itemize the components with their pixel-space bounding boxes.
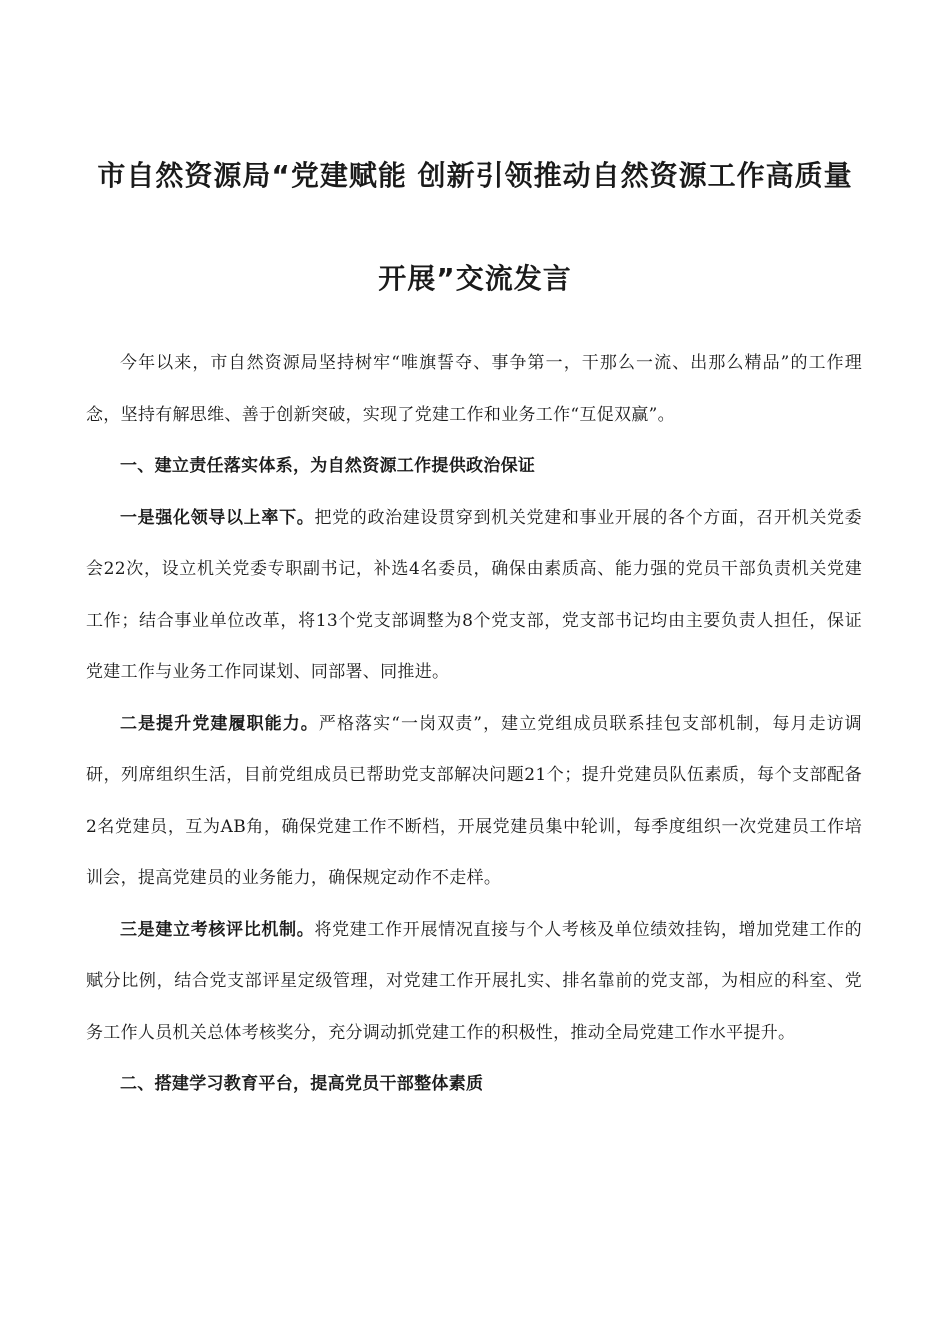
section-2-heading: 二、搭建学习教育平台，提高党员干部整体素质 [120, 1074, 484, 1094]
item-3-lead: 三是建立考核评比机制。 [120, 919, 315, 940]
intro-paragraph: 今年以来，市自然资源局坚持树牢“唯旗誓夺、事争第一，干那么一流、出那么精品”的工作理念，坚持有解思维、善于创新突破，实现了党建工作和业务工作“互促双赢”。 [86, 353, 862, 425]
section-1-item-1 [86, 493, 862, 699]
item-2-text: 严格落实“一岗双责”，建立党组成员联系挂包支部机制，每月走访调研，列席组织生活，目前党组成员已帮助党支部解决问题21个；提升党建员队伍素质，每个支部配备2名党建员，互为AB角，确保党建工作不断档，开展党建员集中轮训，每季度组织一次党建员工作培训会，提高党建员的业务能力，确保规定动作不走样。 [86, 713, 862, 888]
section-1-item-2 [86, 699, 862, 905]
document-title-line-1: 市自然资源局“党建赋能 创新引领推动自然资源工作高质量 [97, 159, 853, 192]
section-1-item-3 [86, 905, 862, 1060]
item-2-lead: 二是提升党建履职能力。 [120, 713, 319, 734]
item-3-text: 将党建工作开展情况直接与个人考核及单位绩效挂钩，增加党建工作的赋分比例，结合党支部评星定级管理，对党建工作开展扎实、排名靠前的党支部，为相应的科室、党务工作人员机关总体考核奖分，充分调动抓党建工作的积极性，推动全局党建工作水平提升。 [86, 919, 862, 1043]
item-1-text: 把党的政治建设贯穿到机关党建和事业开展的各个方面，召开机关党委会22次，设立机关党委专职副书记，补选4名委员，确保由素质高、能力强的党员干部负责机关党建工作；结合事业单位改革，将13个党支部调整为8个党支部，党支部书记均由主要负责人担任，保证党建工作与业务工作同谋划、同部署、同推进。 [86, 507, 862, 682]
document-title-line-2: 开展”交流发言 [378, 262, 572, 295]
section-1-heading: 一、建立责任落实体系，为自然资源工作提供政治保证 [120, 456, 536, 476]
item-1-lead: 一是强化领导以上率下。 [120, 507, 315, 528]
document-body [86, 338, 862, 1111]
